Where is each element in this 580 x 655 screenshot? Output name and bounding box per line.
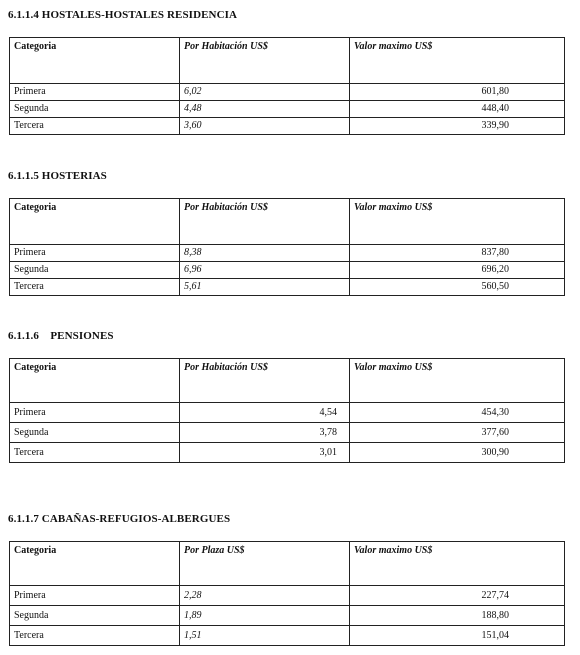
cell-por-habitacion: 5,61 <box>180 279 350 296</box>
cell-valor-maximo: 339,90 <box>350 118 565 135</box>
cell-categoria: Primera <box>10 84 180 101</box>
section-heading-hostales: 6.1.1.4 HOSTALES-HOSTALES RESIDENCIA <box>8 9 238 21</box>
rates-table-cabanas <box>9 541 565 646</box>
cell-categoria: Segunda <box>10 101 180 118</box>
cell-categoria: Primera <box>10 245 180 262</box>
cell-categoria: Segunda <box>10 423 180 443</box>
cell-valor-maximo: 454,30 <box>350 403 565 423</box>
table-row <box>10 84 565 101</box>
cell-categoria: Primera <box>10 403 180 423</box>
cell-categoria: Tercera <box>10 279 180 296</box>
cell-por-habitacion: 4,54 <box>180 403 350 423</box>
cell-valor-maximo: 448,40 <box>350 101 565 118</box>
cell-valor-maximo: 151,04 <box>350 626 565 646</box>
cell-valor-maximo: 601,80 <box>350 84 565 101</box>
section-heading-hosterias: 6.1.1.5 HOSTERIAS <box>8 170 107 182</box>
table-row <box>10 245 565 262</box>
table-row <box>10 262 565 279</box>
table-row <box>10 606 565 626</box>
cell-por-habitacion: 3,01 <box>180 443 350 463</box>
cell-valor-maximo: 188,80 <box>350 606 565 626</box>
header-por-habitacion: Por Habitación US$ <box>180 199 350 245</box>
table-header-row <box>10 38 565 84</box>
header-por-habitacion: Por Habitación US$ <box>180 359 350 403</box>
header-valor-maximo: Valor maximo US$ <box>350 359 565 403</box>
header-valor-maximo: Valor maximo US$ <box>350 38 565 84</box>
cell-categoria: Tercera <box>10 626 180 646</box>
header-por-habitacion: Por Habitación US$ <box>180 38 350 84</box>
cell-valor-maximo: 837,80 <box>350 245 565 262</box>
header-categoria: Categoria <box>10 199 180 245</box>
cell-categoria: Tercera <box>10 118 180 135</box>
rates-table-pensiones <box>9 358 565 463</box>
rates-table-hostales <box>9 37 565 135</box>
cell-por-habitacion: 4,48 <box>180 101 350 118</box>
cell-por-habitacion: 3,60 <box>180 118 350 135</box>
cell-valor-maximo: 696,20 <box>350 262 565 279</box>
header-valor-maximo: Valor maximo US$ <box>350 199 565 245</box>
cell-valor-maximo: 377,60 <box>350 423 565 443</box>
cell-valor-maximo: 227,74 <box>350 586 565 606</box>
cell-categoria: Primera <box>10 586 180 606</box>
section-heading-cabanas: 6.1.1.7 CABAÑAS-REFUGIOS-ALBERGUES <box>8 513 231 525</box>
table-row <box>10 423 565 443</box>
cell-categoria: Segunda <box>10 262 180 279</box>
table-row <box>10 279 565 296</box>
table-row <box>10 626 565 646</box>
cell-por-habitacion: 8,38 <box>180 245 350 262</box>
table-row <box>10 586 565 606</box>
table-row <box>10 403 565 423</box>
cell-por-plaza: 1,51 <box>180 626 350 646</box>
header-categoria: Categoria <box>10 38 180 84</box>
table-header-row <box>10 359 565 403</box>
cell-por-plaza: 1,89 <box>180 606 350 626</box>
header-categoria: Categoria <box>10 359 180 403</box>
cell-por-habitacion: 6,96 <box>180 262 350 279</box>
header-por-plaza: Por Plaza US$ <box>180 542 350 586</box>
cell-por-habitacion: 6,02 <box>180 84 350 101</box>
table-header-row <box>10 199 565 245</box>
table-row <box>10 443 565 463</box>
table-row <box>10 101 565 118</box>
cell-categoria: Tercera <box>10 443 180 463</box>
cell-por-plaza: 2,28 <box>180 586 350 606</box>
section-heading-pensiones: 6.1.1.6 PENSIONES <box>8 330 114 342</box>
cell-valor-maximo: 560,50 <box>350 279 565 296</box>
cell-valor-maximo: 300,90 <box>350 443 565 463</box>
cell-por-habitacion: 3,78 <box>180 423 350 443</box>
table-header-row <box>10 542 565 586</box>
header-categoria: Categoria <box>10 542 180 586</box>
header-valor-maximo: Valor maximo US$ <box>350 542 565 586</box>
table-row <box>10 118 565 135</box>
cell-categoria: Segunda <box>10 606 180 626</box>
rates-table-hosterias <box>9 198 565 296</box>
